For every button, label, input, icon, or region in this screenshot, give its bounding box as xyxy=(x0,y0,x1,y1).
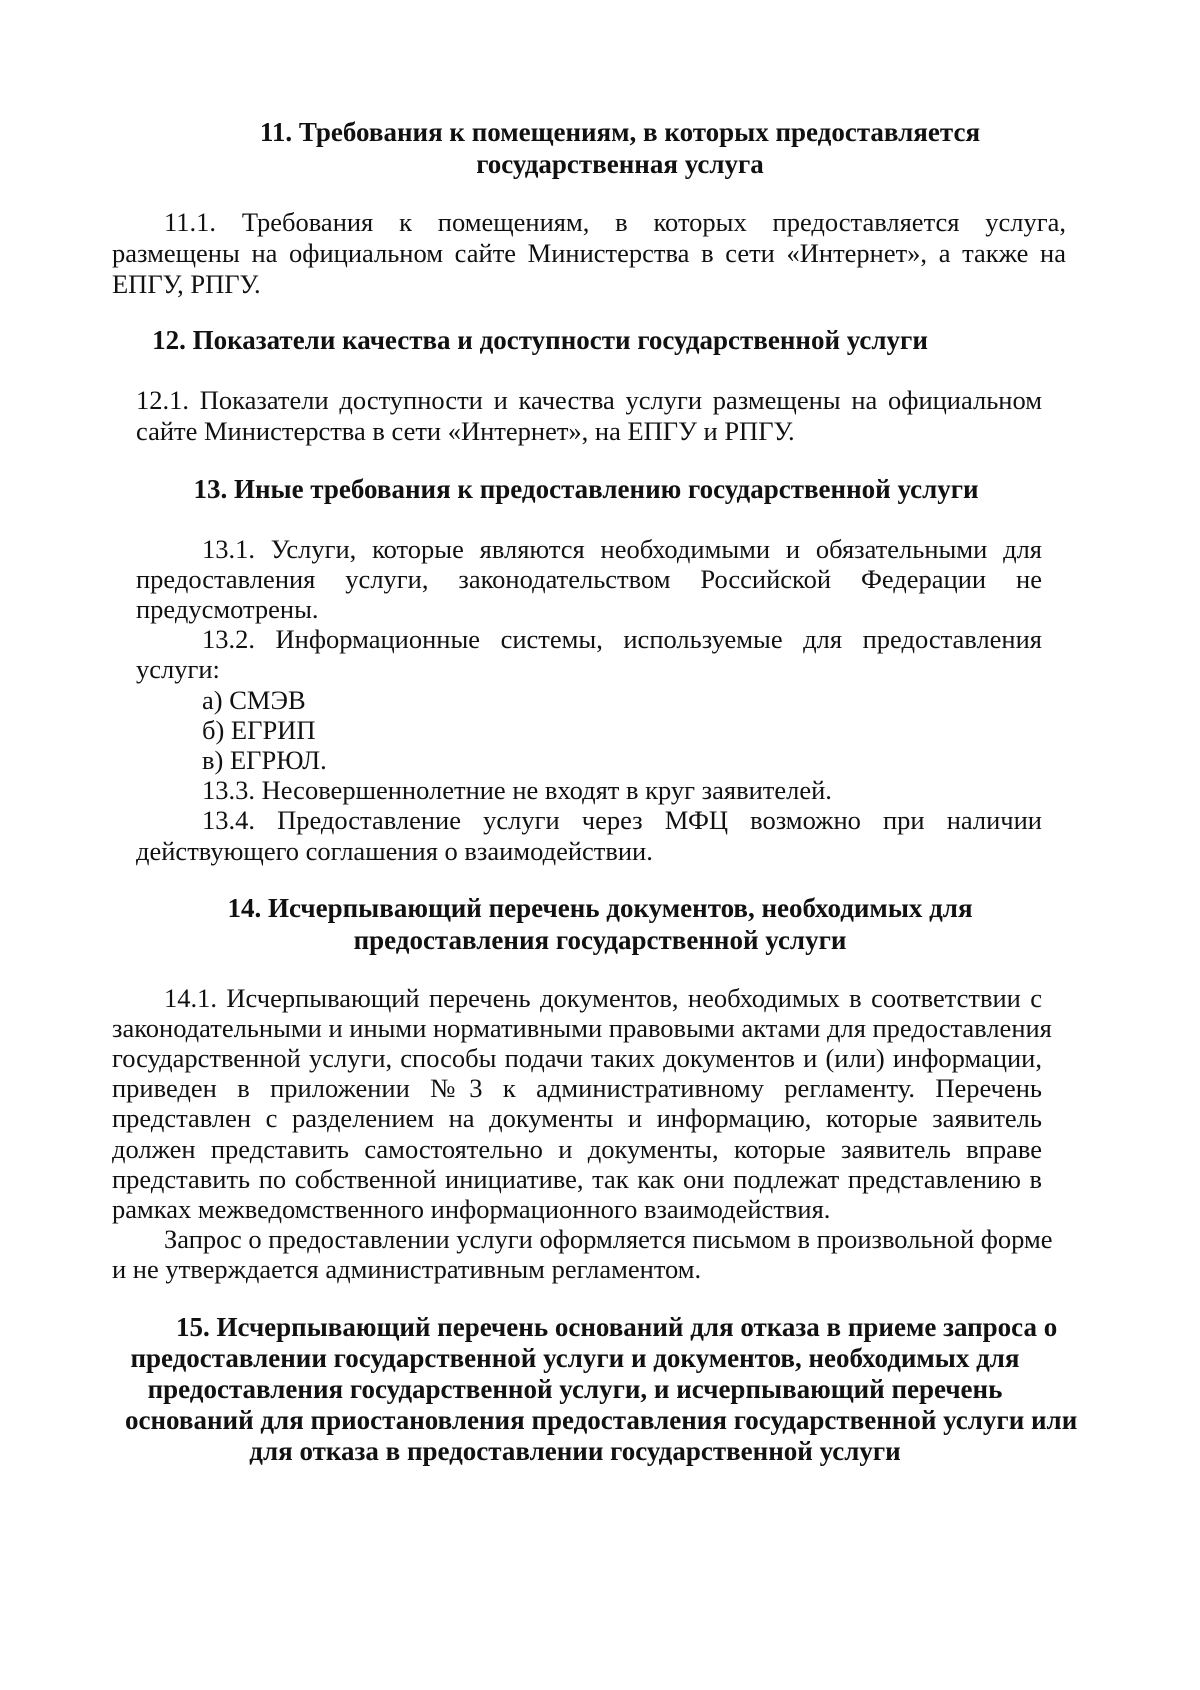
section-12-title: 12. Показатели качества и доступности государственной услуги xyxy=(152,325,928,355)
section-15-title-line-4: оснований для приостановления предоставления государственной услуги или xyxy=(125,1405,1078,1435)
section-11-title-line-2: государственная услуга xyxy=(476,149,764,179)
section-12-paragraph-1-line-1: 12.1. Показатели доступности и качества услуги размещены на официальном xyxy=(136,385,1042,415)
section-12-paragraph-1-line-2: сайте Министерства в сети «Интернет», на ЕПГУ и РПГУ. xyxy=(136,416,795,446)
section-11-paragraph-1-line-1: 11.1. Требования к помещениям, в которых предоставляется услуга, xyxy=(164,207,1066,237)
section-13-paragraph-3: 13.3. Несовершеннолетние не входят в круг заявителей. xyxy=(202,775,832,805)
section-14-paragraph-1-line-6: должен представить самостоятельно и документы, которые заявитель вправе xyxy=(112,1134,1042,1164)
section-14-paragraph-2-line-2: и не утверждается административным регламентом. xyxy=(112,1254,702,1284)
section-14-paragraph-1-line-7: представить по собственной инициативе, так как они подлежат представлению в xyxy=(112,1164,1042,1194)
list-item-b: б) ЕГРИП xyxy=(202,715,316,745)
section-15-title-line-1: 15. Исчерпывающий перечень оснований для отказа в приеме запроса о xyxy=(176,1312,1058,1342)
section-13-paragraph-4-line-1: 13.4. Предоставление услуги через МФЦ возможно при наличии xyxy=(202,805,1042,835)
list-item-a: а) СМЭВ xyxy=(202,685,306,715)
section-14-paragraph-1-line-3: государственной услуги, способы подачи таких документов и (или) информации, xyxy=(112,1043,1042,1073)
section-13-paragraph-1-line-3: предусмотрены. xyxy=(136,594,319,624)
list-item-c: в) ЕГРЮЛ. xyxy=(202,745,327,775)
section-13-paragraph-1-line-2: предоставления услуги, законодательством Российской Федерации не xyxy=(136,564,1042,594)
section-14-paragraph-1-line-8: рамках межведомственного информационного взаимодействия. xyxy=(112,1194,831,1224)
section-13-paragraph-2-line-2: услуги: xyxy=(136,654,220,684)
section-14-title-line-1: 14. Исчерпывающий перечень документов, необходимых для xyxy=(227,893,973,923)
section-14-paragraph-1-line-4: приведен в приложении №3 к административному регламенту. Перечень xyxy=(112,1073,1042,1103)
section-14-paragraph-1-line-2: законодательными и иными нормативными правовыми актами для предоставления xyxy=(112,1013,1052,1043)
section-11-paragraph-1-line-2: размещены на официальном сайте Министерства в сети «Интернет», а также на xyxy=(112,238,1066,268)
section-13-paragraph-2-line-1: 13.2. Информационные системы, используемые для предоставления xyxy=(202,624,1042,654)
section-14-paragraph-2-line-1: Запрос о предоставлении услуги оформляется письмом в произвольной форме xyxy=(164,1224,1053,1254)
section-13-paragraph-1-line-1: 13.1. Услуги, которые являются необходимыми и обязательными для xyxy=(202,534,1042,564)
section-11-paragraph-1-line-3: ЕПГУ, РПГУ. xyxy=(112,269,261,299)
section-13-title: 13. Иные требования к предоставлению государственной услуги xyxy=(193,474,979,504)
section-13-paragraph-4-line-2: действующего соглашения о взаимодействии. xyxy=(136,836,653,866)
section-15-title-line-2: предоставлении государственной услуги и документов, необходимых для xyxy=(130,1343,1020,1373)
section-14-paragraph-1-line-5: представлен с разделением на документы и информацию, которые заявитель xyxy=(112,1103,1042,1133)
section-11-title-line-1: 11. Требования к помещениям, в которых предоставляется xyxy=(259,117,981,147)
section-15-title-line-5: для отказа в предоставлении государственной услуги xyxy=(249,1436,901,1466)
section-15-title-line-3: предоставления государственной услуги, и исчерпывающий перечень xyxy=(147,1374,1003,1404)
section-14-paragraph-1-line-1: 14.1. Исчерпывающий перечень документов, необходимых в соответствии с xyxy=(164,983,1042,1013)
section-14-title-line-2: предоставления государственной услуги xyxy=(353,925,847,955)
